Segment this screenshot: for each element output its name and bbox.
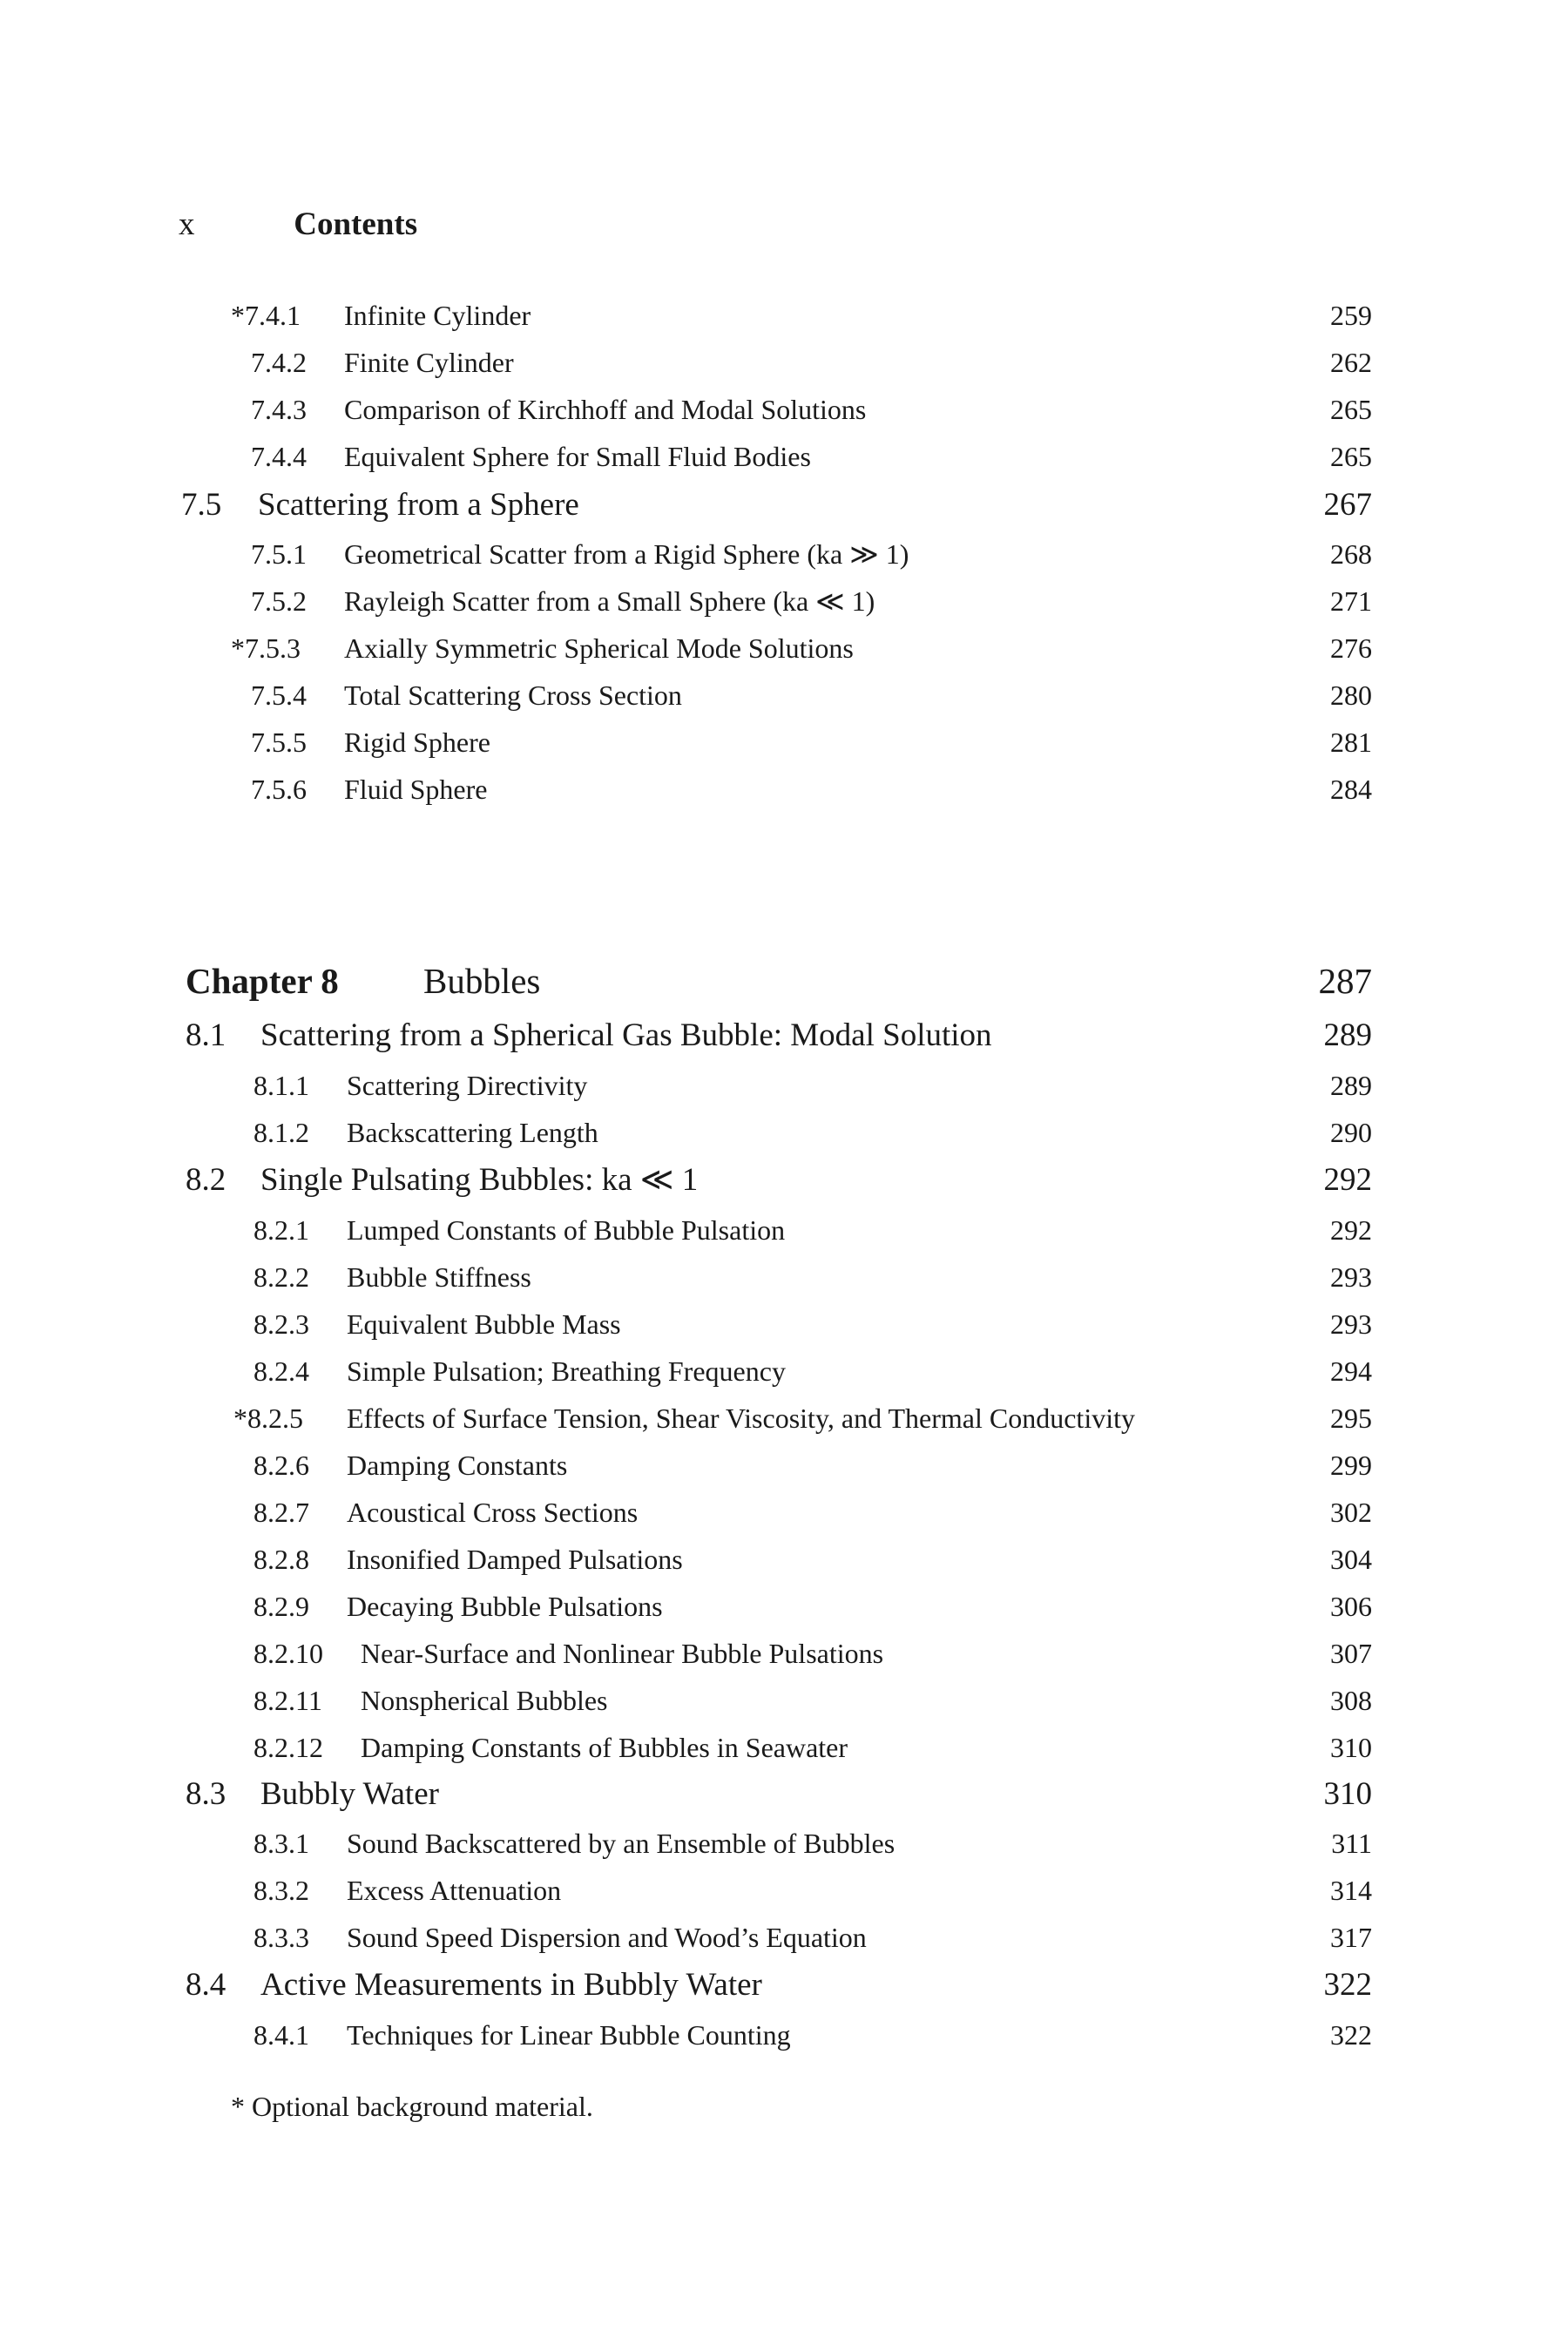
entry-number: 8.2.12 [253,1732,323,1763]
section-title: Bubbly Water [260,1776,439,1812]
entry-title: Damping Constants [347,1450,568,1481]
toc-entry-8-2-10[interactable] [233,1632,1372,1674]
entry-page: 265 [1330,394,1372,425]
entry-number: 8.1.2 [253,1117,309,1148]
section-page: 289 [1323,1017,1372,1053]
entry-page: 293 [1330,1261,1372,1293]
entry-number: 8.2.11 [253,1685,322,1716]
toc-entry-7-4-2[interactable] [231,341,1372,383]
toc-entry-7-5-4[interactable] [231,674,1372,716]
toc-entry-8-3-2[interactable] [233,1869,1372,1911]
entry-title: Total Scattering Cross Section [344,679,682,711]
entry-number: 7.4.2 [251,347,307,378]
entry-title: Lumped Constants of Bubble Pulsation [347,1214,786,1246]
entry-page: 307 [1330,1638,1372,1669]
toc-entry-8-2-11[interactable] [233,1680,1372,1721]
toc-entry-8-1-2[interactable] [233,1112,1372,1153]
entry-title: Infinite Cylinder [344,300,531,331]
entry-title: Insonified Damped Pulsations [347,1544,683,1575]
entry-title: Decaying Bubble Pulsations [347,1591,663,1622]
entry-title: Fluid Sphere [344,774,488,805]
toc-entry-7-4-4[interactable] [231,436,1372,477]
entry-page: 284 [1330,774,1372,805]
entry-page: 311 [1331,1828,1372,1859]
entry-page: 308 [1330,1685,1372,1716]
entry-number: 7.4.3 [251,394,307,425]
toc-section-7-5[interactable] [181,484,1372,526]
entry-page: 314 [1330,1875,1372,1906]
entry-title: Nonspherical Bubbles [361,1685,608,1716]
section-number: 8.1 [186,1017,226,1053]
entry-number: 8.2.4 [253,1355,309,1387]
entry-page: 322 [1330,2019,1372,2051]
toc-entry-8-2-6[interactable] [233,1444,1372,1486]
chapter-page: 287 [1318,961,1372,1001]
entry-number: 7.5.2 [251,585,307,617]
toc-entry-8-3-3[interactable] [233,1916,1372,1958]
chapter-title: Bubbles [423,961,541,1001]
entry-page: 306 [1330,1591,1372,1622]
entry-page: 280 [1330,679,1372,711]
entry-title: Rigid Sphere [344,727,490,758]
entry-title: Axially Symmetric Spherical Mode Solutions [344,632,854,664]
page-number: x [179,206,195,242]
toc-section-8-2[interactable] [186,1159,1372,1201]
entry-number: 8.1.1 [253,1070,309,1101]
toc-entry-8-3-1[interactable] [233,1822,1372,1864]
entry-number: 8.2.8 [253,1544,309,1575]
entry-title: Excess Attenuation [347,1875,562,1906]
toc-entry-7-5-1[interactable] [231,533,1372,575]
section-title: Active Measurements in Bubbly Water [260,1967,762,2003]
toc-entry-8-2-4[interactable] [233,1350,1372,1392]
entry-page: 265 [1330,441,1372,472]
toc-entry-8-2-1[interactable] [233,1209,1372,1251]
entry-page: 271 [1330,585,1372,617]
entry-page: 295 [1330,1402,1372,1434]
section-title: Scattering from a Spherical Gas Bubble: Modal Solution [260,1017,992,1053]
entry-number: 7.5.6 [251,774,307,805]
section-page: 292 [1323,1162,1372,1198]
section-number: 7.5 [181,487,222,523]
entry-number: 8.2.10 [253,1638,323,1669]
entry-number: *7.4.1 [231,300,301,331]
entry-page: 290 [1330,1117,1372,1148]
entry-title: Backscattering Length [347,1117,598,1148]
toc-entry-7-4-1[interactable] [231,294,1372,336]
entry-number: 7.5.4 [251,679,307,711]
section-number: 8.3 [186,1776,226,1812]
toc-entry-8-2-5[interactable] [233,1397,1372,1439]
entry-title: Acoustical Cross Sections [347,1497,639,1528]
section-title: Single Pulsating Bubbles: ka ≪ 1 [260,1162,699,1198]
entry-number: 8.2.9 [253,1591,309,1622]
toc-entry-8-2-2[interactable] [233,1256,1372,1298]
entry-page: 299 [1330,1450,1372,1481]
entry-number: 8.2.6 [253,1450,309,1481]
entry-title: Bubble Stiffness [347,1261,531,1293]
entry-number: 8.2.7 [253,1497,309,1528]
entry-title: Damping Constants of Bubbles in Seawater [361,1732,848,1763]
entry-page: 310 [1330,1732,1372,1763]
entry-page: 276 [1330,632,1372,664]
entry-title: Comparison of Kirchhoff and Modal Solutions [344,394,867,425]
toc-entry-7-5-3[interactable] [231,627,1372,669]
entry-title: Geometrical Scatter from a Rigid Sphere (ka ≫ 1) [344,538,909,570]
toc-section-8-3[interactable] [186,1774,1372,1815]
entry-page: 292 [1330,1214,1372,1246]
entry-number: 7.5.1 [251,538,307,570]
entry-number: 8.2.2 [253,1261,309,1293]
toc-entry-8-2-7[interactable] [233,1491,1372,1533]
running-title: Contents [294,206,418,242]
entry-number: 8.4.1 [253,2019,309,2051]
entry-page: 294 [1330,1355,1372,1387]
toc-entry-7-5-2[interactable] [231,580,1372,622]
section-number: 8.2 [186,1162,226,1198]
toc-section-8-4[interactable] [186,1964,1372,2006]
entry-title: Rayleigh Scatter from a Small Sphere (ka ≪ 1) [344,585,875,617]
section-page: 310 [1323,1776,1372,1812]
entry-number: 8.3.2 [253,1875,309,1906]
entry-page: 259 [1330,300,1372,331]
entry-page: 268 [1330,538,1372,570]
entry-number: 8.3.1 [253,1828,309,1859]
entry-page: 317 [1330,1922,1372,1953]
entry-number: 8.2.1 [253,1214,309,1246]
toc-entry-7-4-3[interactable] [231,389,1372,430]
entry-title: Effects of Surface Tension, Shear Viscosity, and Thermal Conductivity [347,1402,1135,1434]
toc-entry-7-5-5[interactable] [231,721,1372,763]
entry-number: 8.2.3 [253,1308,309,1340]
entry-title: Techniques for Linear Bubble Counting [347,2019,791,2051]
toc-entry-7-5-6[interactable] [231,768,1372,810]
entry-page: 304 [1330,1544,1372,1575]
entry-title: Sound Speed Dispersion and Wood’s Equation [347,1922,867,1953]
entry-number: 8.3.3 [253,1922,309,1953]
entry-page: 281 [1330,727,1372,758]
entry-page: 293 [1330,1308,1372,1340]
page-header [179,206,417,243]
toc-entry-8-2-9[interactable] [233,1585,1372,1627]
entry-title: Near-Surface and Nonlinear Bubble Pulsations [361,1638,884,1669]
section-page: 267 [1323,487,1372,523]
toc-section-8-1[interactable] [186,1015,1372,1057]
entry-title: Equivalent Bubble Mass [347,1308,621,1340]
entry-title: Scattering Directivity [347,1070,588,1101]
entry-page: 302 [1330,1497,1372,1528]
toc-entry-8-1-1[interactable] [233,1064,1372,1106]
section-title: Scattering from a Sphere [258,487,579,523]
entry-title: Equivalent Sphere for Small Fluid Bodies [344,441,811,472]
section-number: 8.4 [186,1967,226,2003]
toc-entry-8-4-1[interactable] [233,2014,1372,2056]
section-page: 322 [1323,1967,1372,2003]
entry-page: 289 [1330,1070,1372,1101]
toc-entry-8-2-8[interactable] [233,1538,1372,1580]
entry-title: Sound Backscattered by an Ensemble of Bubbles [347,1828,896,1859]
entry-number: 7.4.4 [251,441,307,472]
chapter-label: Chapter 8 [186,961,339,1001]
toc-entry-8-2-3[interactable] [233,1303,1372,1345]
footnote: * Optional background material. [231,2091,593,2122]
entry-title: Finite Cylinder [344,347,514,378]
entry-title: Simple Pulsation; Breathing Frequency [347,1355,786,1387]
entry-number: *8.2.5 [233,1402,303,1434]
entry-page: 262 [1330,347,1372,378]
entry-number: 7.5.5 [251,727,307,758]
toc-chapter-8[interactable] [186,956,1372,1005]
entry-number: *7.5.3 [231,632,301,664]
toc-entry-8-2-12[interactable] [233,1727,1372,1768]
